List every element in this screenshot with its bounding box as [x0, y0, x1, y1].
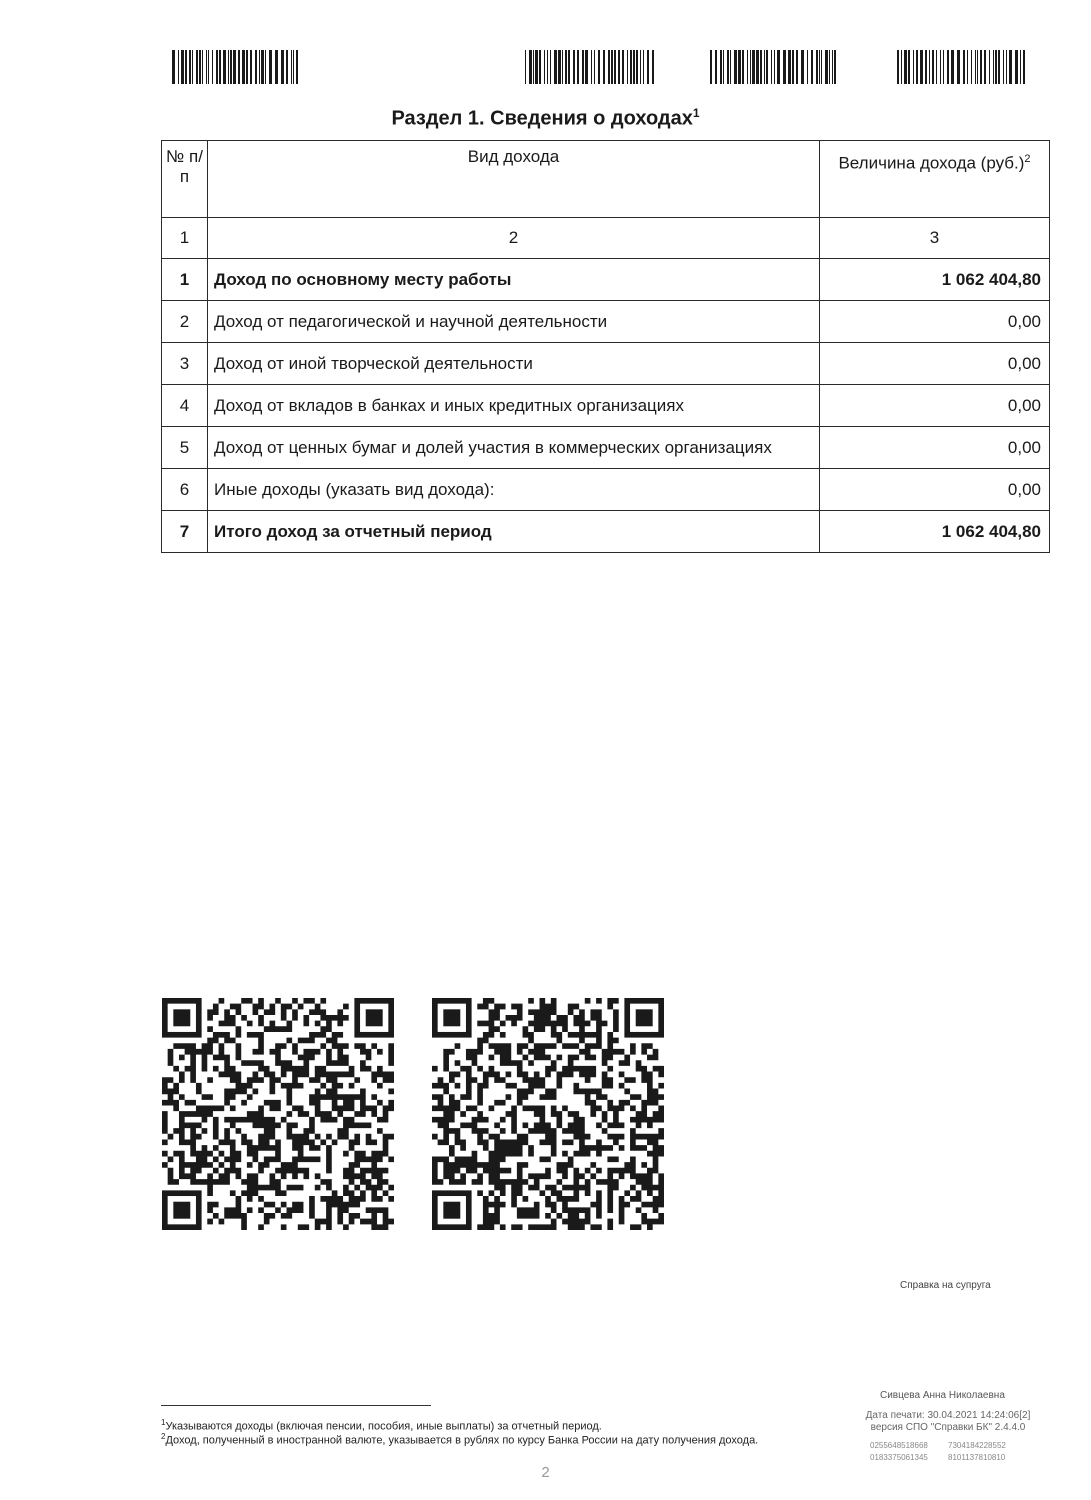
- document-codes: [870, 1440, 1050, 1464]
- barcode-bar: [250, 50, 252, 84]
- barcode-bar: [998, 50, 1000, 84]
- barcode-bar: [585, 50, 588, 84]
- barcode-bar: [633, 50, 635, 84]
- header-amount: Величина дохода $(руб.)^2$: [820, 141, 1050, 218]
- barcode: [710, 50, 840, 84]
- qr-code: [162, 998, 394, 1230]
- barcode-bar: [829, 50, 830, 84]
- footnote-mark: 1: [692, 106, 700, 120]
- barcode-bar: [901, 50, 902, 84]
- barcode-bar: [819, 50, 820, 84]
- barcode-bar: [730, 50, 731, 84]
- barcode-bar: [796, 50, 798, 84]
- barcode-bar: [275, 50, 278, 84]
- barcode-bar: [747, 50, 748, 84]
- barcode-bar: [807, 50, 808, 84]
- barcode-bar: [777, 50, 780, 84]
- spouse-note: Справка на супруга: [900, 1280, 991, 1291]
- barcode-bar: [750, 50, 751, 84]
- barcode-bar: [897, 50, 899, 84]
- barcode-bar: [801, 50, 804, 84]
- barcode-bar: [223, 50, 226, 84]
- qr-finder: [173, 1202, 190, 1219]
- row-value: 1 062 404,80: [820, 511, 1050, 553]
- qr-finder: [443, 1009, 460, 1026]
- barcode-bar: [544, 50, 545, 84]
- software-version: версия СПО "Справки БК" 2.4.4.0: [870, 1422, 1026, 1433]
- column-index: 1: [162, 218, 208, 259]
- row-number: 1: [162, 259, 208, 301]
- barcode-bar: [647, 50, 649, 84]
- row-label: Итого доход за отчетный период: [208, 511, 820, 553]
- row-value: 1 062 404,80: [820, 259, 1050, 301]
- barcode-bar: [989, 50, 990, 84]
- table-row: [162, 301, 1050, 343]
- barcode-bar: [756, 50, 759, 84]
- barcode-bar: [811, 50, 813, 84]
- barcode-bar: [643, 50, 644, 84]
- barcode-bar: [618, 50, 620, 84]
- barcode-bar: [630, 50, 632, 84]
- barcode-bar: [967, 50, 968, 84]
- barcode-bar: [723, 50, 724, 84]
- footnote-2: $^2$Доход, полученный в иностранной валюте, указывается в рублях по курсу Банка России на дату получения дохода.: [161, 1432, 759, 1447]
- barcode-bar: [975, 50, 976, 84]
- barcode-bar: [727, 50, 729, 84]
- barcode-bar: [206, 50, 207, 84]
- barcode-bar: [936, 50, 937, 84]
- footnote-divider: [161, 1405, 431, 1406]
- barcode-bar: [929, 50, 930, 84]
- barcode-bar: [202, 50, 203, 84]
- barcode-bar: [995, 50, 997, 84]
- barcode-bar: [913, 50, 914, 84]
- row-number: 7: [162, 511, 208, 553]
- barcode-bar: [582, 50, 584, 84]
- barcode-bar: [228, 50, 229, 84]
- barcode-bar: [947, 50, 949, 84]
- barcode-bar: [212, 50, 213, 84]
- barcode-bar: [920, 50, 923, 84]
- barcode-bar: [1006, 50, 1007, 84]
- barcode-bar: [904, 50, 907, 84]
- qr-code: [432, 998, 664, 1230]
- header-type: Вид дохода: [208, 141, 820, 218]
- barcode-bar: [550, 50, 551, 84]
- barcode-bar: [951, 50, 954, 84]
- barcode-bar: [246, 50, 248, 84]
- barcode-bar: [296, 50, 298, 84]
- barcode-bar: [834, 50, 836, 84]
- barcode-bar: [771, 50, 772, 84]
- barcode-bar: [760, 50, 762, 84]
- qr-finder: [636, 1009, 653, 1026]
- column-index: 2: [208, 218, 820, 259]
- barcode-bar: [752, 50, 755, 84]
- row-number: 3: [162, 343, 208, 385]
- barcode-bar: [196, 50, 198, 84]
- barcode-bar: [565, 50, 567, 84]
- page-number: 2: [541, 1464, 550, 1481]
- barcode-bar: [608, 50, 610, 84]
- row-number: 2: [162, 301, 208, 343]
- barcode-bar: [172, 50, 175, 84]
- row-number: 5: [162, 427, 208, 469]
- barcode-bar: [591, 50, 592, 84]
- table-row: [162, 259, 1050, 301]
- barcode-bar: [943, 50, 944, 84]
- barcode-bar: [971, 50, 972, 84]
- barcode-bar: [980, 50, 982, 84]
- barcode-bar: [242, 50, 245, 84]
- barcode-bar: [738, 50, 741, 84]
- barcode-bar: [816, 50, 818, 84]
- row-label: Доход от педагогической и научной деятельности: [208, 301, 820, 343]
- row-label: Доход по основному месту работы: [208, 259, 820, 301]
- barcode-bar: [710, 50, 712, 84]
- qr-finder: [443, 1202, 460, 1219]
- barcode-bar: [622, 50, 624, 84]
- barcode-bar: [558, 50, 561, 84]
- barcode-bar: [916, 50, 918, 84]
- barcode-bar: [640, 50, 641, 84]
- barcode-bar: [636, 50, 638, 84]
- barcode-bar: [603, 50, 605, 84]
- barcode-bar: [908, 50, 910, 84]
- barcode-bar: [261, 50, 264, 84]
- barcode-bar: [265, 50, 266, 84]
- row-value: 0,00: [820, 385, 1050, 427]
- row-label: Доход от вкладов в банках и иных кредитных организациях: [208, 385, 820, 427]
- code: 8101137810810: [948, 1453, 1006, 1462]
- row-value: 0,00: [820, 343, 1050, 385]
- barcode-bar: [783, 50, 786, 84]
- row-label: Доход от ценных бумаг и долей участия в коммерческих организациях: [208, 427, 820, 469]
- barcode-bar: [291, 50, 292, 84]
- table-row: [162, 427, 1050, 469]
- table-row: [162, 469, 1050, 511]
- barcode-bar: [554, 50, 557, 84]
- barcode-bar: [627, 50, 628, 84]
- barcode-bar: [181, 50, 184, 84]
- barcode-bar: [594, 50, 595, 84]
- barcode-bar: [957, 50, 960, 84]
- barcode-bar: [219, 50, 221, 84]
- income-table: [161, 140, 1050, 553]
- section-title: Раздел 1. Сведения о доходах$^1$: [391, 106, 700, 130]
- row-label: Иные доходы (указать вид дохода):: [208, 469, 820, 511]
- barcode-bar: [539, 50, 541, 84]
- barcode-bar: [932, 50, 934, 84]
- barcode-bar: [1023, 50, 1025, 84]
- barcode-bar: [821, 50, 822, 84]
- barcode-bar: [792, 50, 794, 84]
- barcode-bar: [832, 50, 833, 84]
- row-label: Доход от иной творческой деятельности: [208, 343, 820, 385]
- barcode-bar: [825, 50, 828, 84]
- barcode-bar: [993, 50, 994, 84]
- barcode-bar: [233, 50, 236, 84]
- row-value: 0,00: [820, 469, 1050, 511]
- barcode-bar: [525, 50, 526, 84]
- row-value: 0,00: [820, 301, 1050, 343]
- barcode-bar: [533, 50, 534, 84]
- barcode-bar: [766, 50, 768, 84]
- barcode-bar: [216, 50, 218, 84]
- barcode: [172, 50, 300, 84]
- barcode-bar: [185, 50, 187, 84]
- barcode-bar: [742, 50, 744, 84]
- barcode-bar: [568, 50, 570, 84]
- barcode-bar: [984, 50, 986, 84]
- barcode-bar: [788, 50, 791, 84]
- barcode-bar: [562, 50, 563, 84]
- barcode-bar: [577, 50, 579, 84]
- barcode-bar: [230, 50, 232, 84]
- barcode-bar: [715, 50, 717, 84]
- barcode-bar: [189, 50, 191, 84]
- barcode-bar: [208, 50, 209, 84]
- barcode-bar: [977, 50, 978, 84]
- row-value: 0,00: [820, 427, 1050, 469]
- barcode-bar: [614, 50, 616, 84]
- table-header-row: [162, 141, 1050, 218]
- barcode-bar: [1015, 50, 1018, 84]
- qr-finder: [173, 1009, 190, 1026]
- code: 0255648518668: [870, 1441, 928, 1450]
- barcode-bar: [199, 50, 201, 84]
- barcode-bar: [192, 50, 193, 84]
- code: 7304184228552: [948, 1441, 1006, 1450]
- column-index: 3: [820, 218, 1050, 259]
- table-row: [162, 385, 1050, 427]
- print-date: Дата печати: 30.04.2021 14:24:06[2]: [865, 1410, 1031, 1421]
- column-index-row: [162, 218, 1050, 259]
- barcode-bar: [286, 50, 288, 84]
- barcode-bar: [238, 50, 240, 84]
- barcode-bar: [963, 50, 965, 84]
- header-number: № п/п: [162, 141, 208, 218]
- barcode-bar: [269, 50, 272, 84]
- barcode-bar: [764, 50, 765, 84]
- barcode-bar: [547, 50, 548, 84]
- row-number: 6: [162, 469, 208, 511]
- barcode-bar: [281, 50, 284, 84]
- barcode-bar: [652, 50, 654, 84]
- barcode-bar: [1020, 50, 1021, 84]
- barcode-bar: [535, 50, 538, 84]
- signer-name: Сивцева Анна Николаевна: [880, 1390, 1005, 1401]
- barcode-bar: [255, 50, 257, 84]
- barcode-bar: [598, 50, 600, 84]
- footnote-1: $^1$Указываются доходы (включая пенсии, пособия, иные выплаты) за отчетный период.: [161, 1418, 602, 1433]
- barcode-bar: [573, 50, 575, 84]
- barcode-bar: [940, 50, 941, 84]
- barcode-bar: [611, 50, 613, 84]
- row-number: 4: [162, 385, 208, 427]
- barcode-bar: [293, 50, 294, 84]
- code: 0183375061345: [870, 1453, 928, 1462]
- barcode: [525, 50, 655, 84]
- barcode-bar: [925, 50, 927, 84]
- barcode-bar: [720, 50, 722, 84]
- table-row: [162, 343, 1050, 385]
- barcode-bar: [529, 50, 532, 84]
- barcode: [897, 50, 1027, 84]
- qr-finder: [366, 1009, 383, 1026]
- barcode-bar: [734, 50, 737, 84]
- table-row: [162, 511, 1050, 553]
- barcode-bar: [178, 50, 179, 84]
- barcode-bar: [1003, 50, 1004, 84]
- barcode-bar: [1009, 50, 1012, 84]
- barcode-bar: [259, 50, 260, 84]
- barcode-bar: [774, 50, 775, 84]
- print-info: [858, 1410, 1038, 1434]
